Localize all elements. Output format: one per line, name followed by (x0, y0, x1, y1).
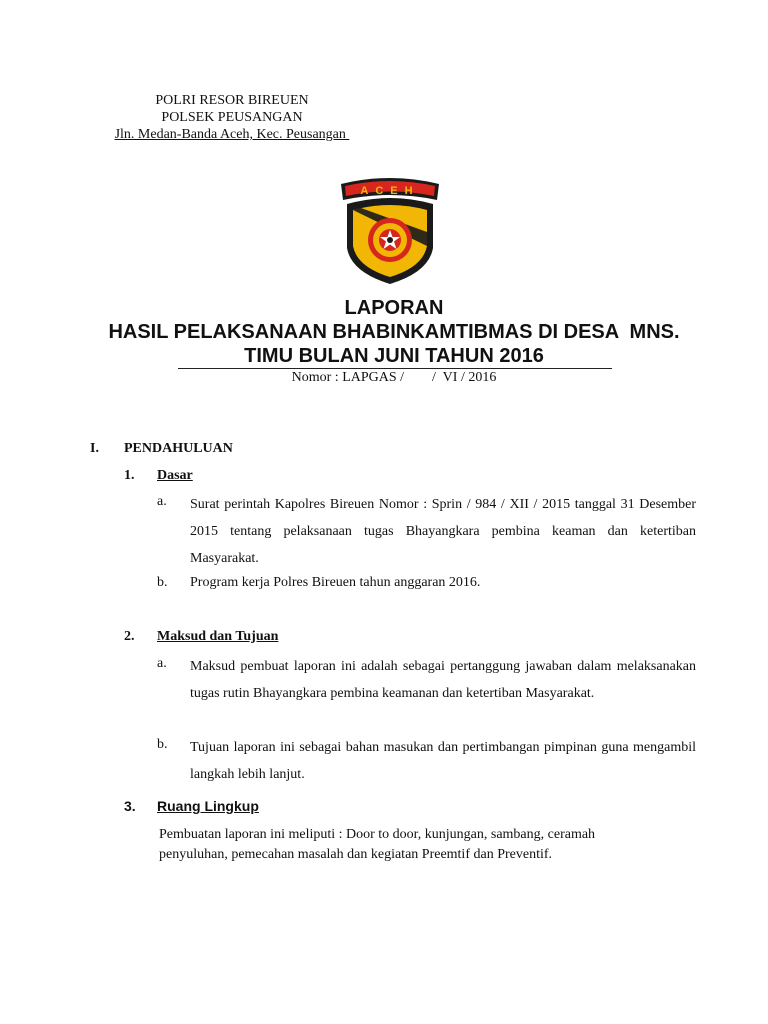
subsection-heading-dasar: Dasar (157, 468, 193, 483)
dasar-item-a-text: Surat perintah Kapolres Bireuen Nomor : Sprin / 984 / XII / 2015 tanggal 31 Desember 2015 tentang pelaksanaan tugas Bhayangkara pembina keaman dan ketertiban Masyarakat. (190, 497, 696, 566)
section-numeral: I. (90, 441, 99, 456)
maksud-item-a-text: Maksud pembuat laporan ini adalah sebagai pertanggung jawaban dalam melaksanakan tugas rutin Bhayangkara pembina keamanan dan ketertiban Masyarakat. (190, 659, 696, 701)
subsection-num-2: 2. (124, 629, 135, 644)
item-label: a. (157, 494, 167, 509)
ruang-lingkup-text: Pembuatan laporan ini meliputi : Door to door, kunjungan, sambang, ceramah penyuluhan, pemecahan masalah dan kegiatan Preemtif dan Preventif. (159, 827, 596, 862)
maksud-item-b-text: Tujuan laporan ini sebagai bahan masukan dan pertimbangan pimpinan guna mengambil langkah lebih lanjut. (190, 740, 696, 782)
title-line2: HASIL PELAKSANAAN BHABINKAMTIBMAS DI DESA MNS. (108, 321, 680, 343)
document-number: Nomor : LAPGAS / / VI / 2016 (291, 370, 497, 385)
emblem-text: ACEH (360, 185, 420, 197)
letterhead-line2: POLSEK PEUSANGAN (161, 110, 303, 125)
item-label: b. (157, 737, 168, 752)
subsection-num-3: 3. (124, 798, 136, 814)
section-heading: PENDAHULUAN (124, 441, 233, 456)
item-label: a. (157, 656, 167, 671)
letterhead (96, 92, 368, 143)
police-emblem-logo (339, 174, 441, 286)
letterhead-line1: POLRI RESOR BIREUEN (155, 93, 309, 108)
subsection-heading-maksud: Maksud dan Tujuan (157, 629, 279, 644)
title-line1: LAPORAN (344, 297, 444, 319)
subsection-heading-ruang: Ruang Lingkup (157, 798, 259, 814)
document-title (0, 296, 768, 368)
letterhead-line3: Jln. Medan-Banda Aceh, Kec. Peusangan (114, 127, 350, 142)
title-line3: TIMU BULAN JUNI TAHUN 2016 (244, 345, 544, 367)
subsection-num-1: 1. (124, 468, 135, 483)
item-label: b. (157, 575, 168, 590)
dasar-item-b-text: Program kerja Polres Bireuen tahun anggaran 2016. (190, 575, 481, 590)
